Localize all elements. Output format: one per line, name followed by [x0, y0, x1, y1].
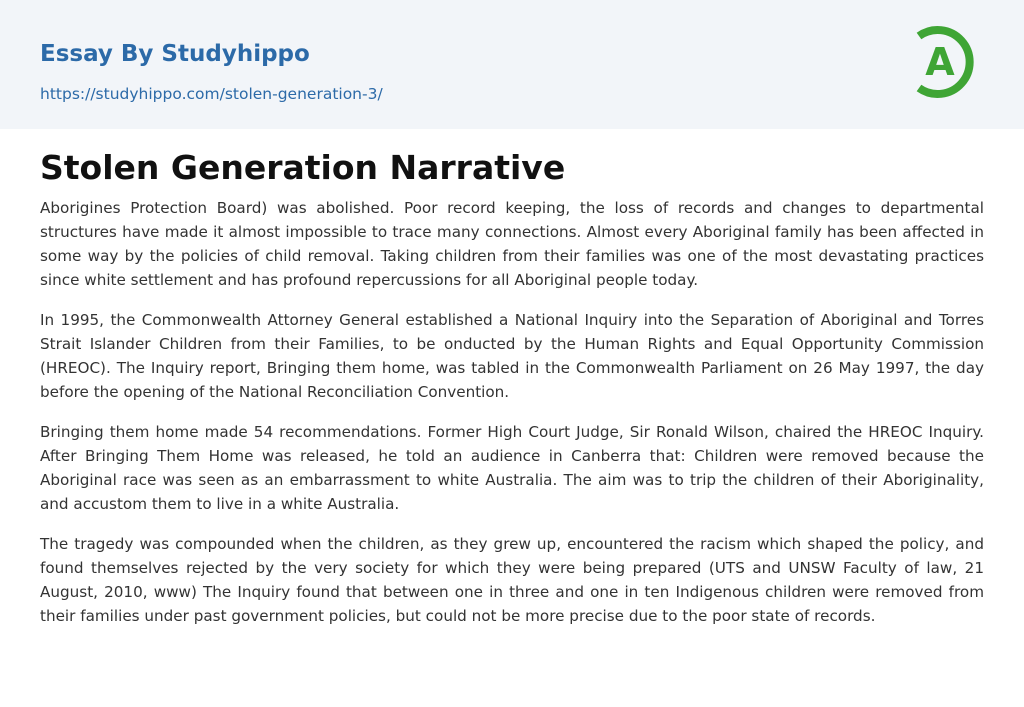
brand-title[interactable]: Essay By Studyhippo	[40, 41, 310, 67]
logo-letter: A	[925, 40, 955, 84]
source-url-link[interactable]: https://studyhippo.com/stolen-generation-3/	[40, 85, 383, 103]
studyhippo-logo-icon[interactable]	[913, 19, 985, 105]
essay-paragraph: Bringing them home made 54 recommendations. Former High Court Judge, Sir Ronald Wilson, chaired the HREOC Inquiry. After Bringing Them Home was released, he told an audience in Canberra that: Children were removed because the Aboriginal race was seen as an embarrassment to white Australia. The aim was to trip the children of their Aboriginality, and accustom them to live in a white Australia.	[40, 423, 984, 513]
essay-content	[40, 145, 984, 644]
page-title: Stolen Generation Narrative	[40, 148, 566, 187]
essay-paragraph: Aborigines Protection Board) was abolished. Poor record keeping, the loss of records and changes to departmental structures have made it almost impossible to trace many connections. Almost every Aboriginal family has been affected in some way by the policies of child removal. Taking children from their families was one of the most devastating practices since white settlement and has profound repercussions for all Aboriginal people today.	[40, 199, 984, 289]
essay-paragraph: The tragedy was compounded when the children, as they grew up, encountered the racism which shaped the policy, and found themselves rejected by the very society for which they were being prepared (UTS and UNSW Faculty of law, 21 August, 2010, www) The Inquiry found that between one in three and one in ten Indigenous children were removed from their families under past government policies, but could not be more precise due to the poor state of records.	[40, 535, 984, 625]
site-header	[0, 0, 1024, 129]
essay-paragraph: In 1995, the Commonwealth Attorney General established a National Inquiry into the Separation of Aboriginal and Torres Strait Islander Children from their Families, to be onducted by the Human Rights and Equal Opportunity Commission (HREOC). The Inquiry report, Bringing them home, was tabled in the Commonwealth Parliament on 26 May 1997, the day before the opening of the National Reconciliation Convention.	[40, 311, 984, 401]
